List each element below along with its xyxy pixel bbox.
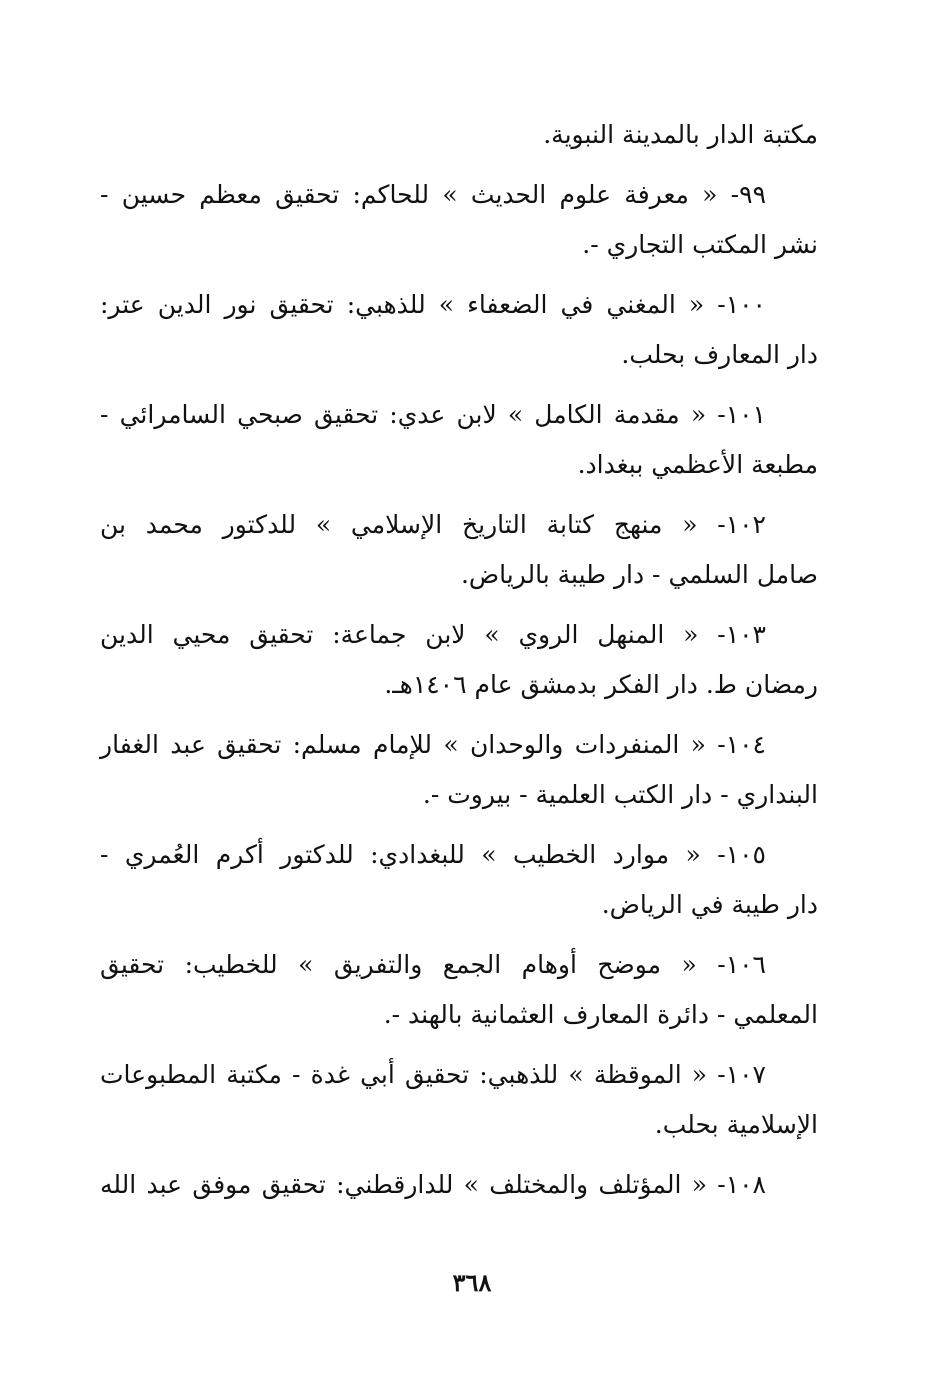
intro-line: مكتبة الدار بالمدينة النبوية. [543, 120, 818, 149]
entry-line: مطبعة الأعظمي ببغداد. [577, 450, 818, 479]
entry-line: ١٠٢- « منهج كتابة التاريخ الإسلامي » للدكتور محمد بن [100, 510, 766, 539]
entry-101 [100, 390, 818, 490]
entry-line: ١٠٧- « الموقظة » للذهبي: تحقيق أبي غدة - مكتبة المطبوعات [100, 1060, 766, 1089]
entry-103 [100, 610, 818, 710]
entry-line: رمضان ط. دار الفكر بدمشق عام ١٤٠٦هـ. [384, 670, 818, 699]
entry-100 [100, 280, 818, 380]
entry-line: ٩٩- « معرفة علوم الحديث » للحاكم: تحقيق معظم حسين - [100, 180, 766, 209]
page-number: ٣٦٨ [452, 1268, 492, 1297]
entry-line: صامل السلمي - دار طيبة بالرياض. [460, 560, 818, 589]
entry-line: المعلمي - دائرة المعارف العثمانية بالهند -. [383, 1000, 818, 1029]
entry-104 [100, 720, 818, 820]
entry-106 [100, 940, 818, 1040]
entry-line: ١٠٨- « المؤتلف والمختلف » للدارقطني: تحقيق موفق عبد الله [100, 1170, 766, 1199]
entry-line: ١٠٤- « المنفردات والوحدان » للإمام مسلم: تحقيق عبد الغفار [100, 730, 766, 759]
entry-107 [100, 1050, 818, 1150]
entry-line: ١٠٠- « المغني في الضعفاء » للذهبي: تحقيق نور الدين عتر: [100, 290, 766, 319]
entry-99 [100, 170, 818, 270]
entry-105 [100, 830, 818, 930]
entry-line: نشر المكتب التجاري -. [582, 230, 818, 259]
bibliography-page [100, 110, 818, 1210]
entry-line: دار طيبة في الرياض. [601, 890, 818, 919]
entry-line: ١٠٥- « موارد الخطيب » للبغدادي: للدكتور أكرم العُمري - [100, 840, 766, 869]
entry-line: دار المعارف بحلب. [621, 340, 818, 369]
entry-108 [100, 1160, 818, 1210]
entry-line: ١٠١- « مقدمة الكامل » لابن عدي: تحقيق صبحي السامرائي - [100, 400, 766, 429]
entry-line: ١٠٣- « المنهل الروي » لابن جماعة: تحقيق محيي الدين [100, 620, 766, 649]
entry-line: البنداري - دار الكتب العلمية - بيروت -. [422, 780, 818, 809]
entry-102 [100, 500, 818, 600]
entry-line: الإسلامية بحلب. [654, 1110, 818, 1139]
entry-line: ١٠٦- « موضح أوهام الجمع والتفريق » للخطيب: تحقيق [100, 950, 766, 979]
